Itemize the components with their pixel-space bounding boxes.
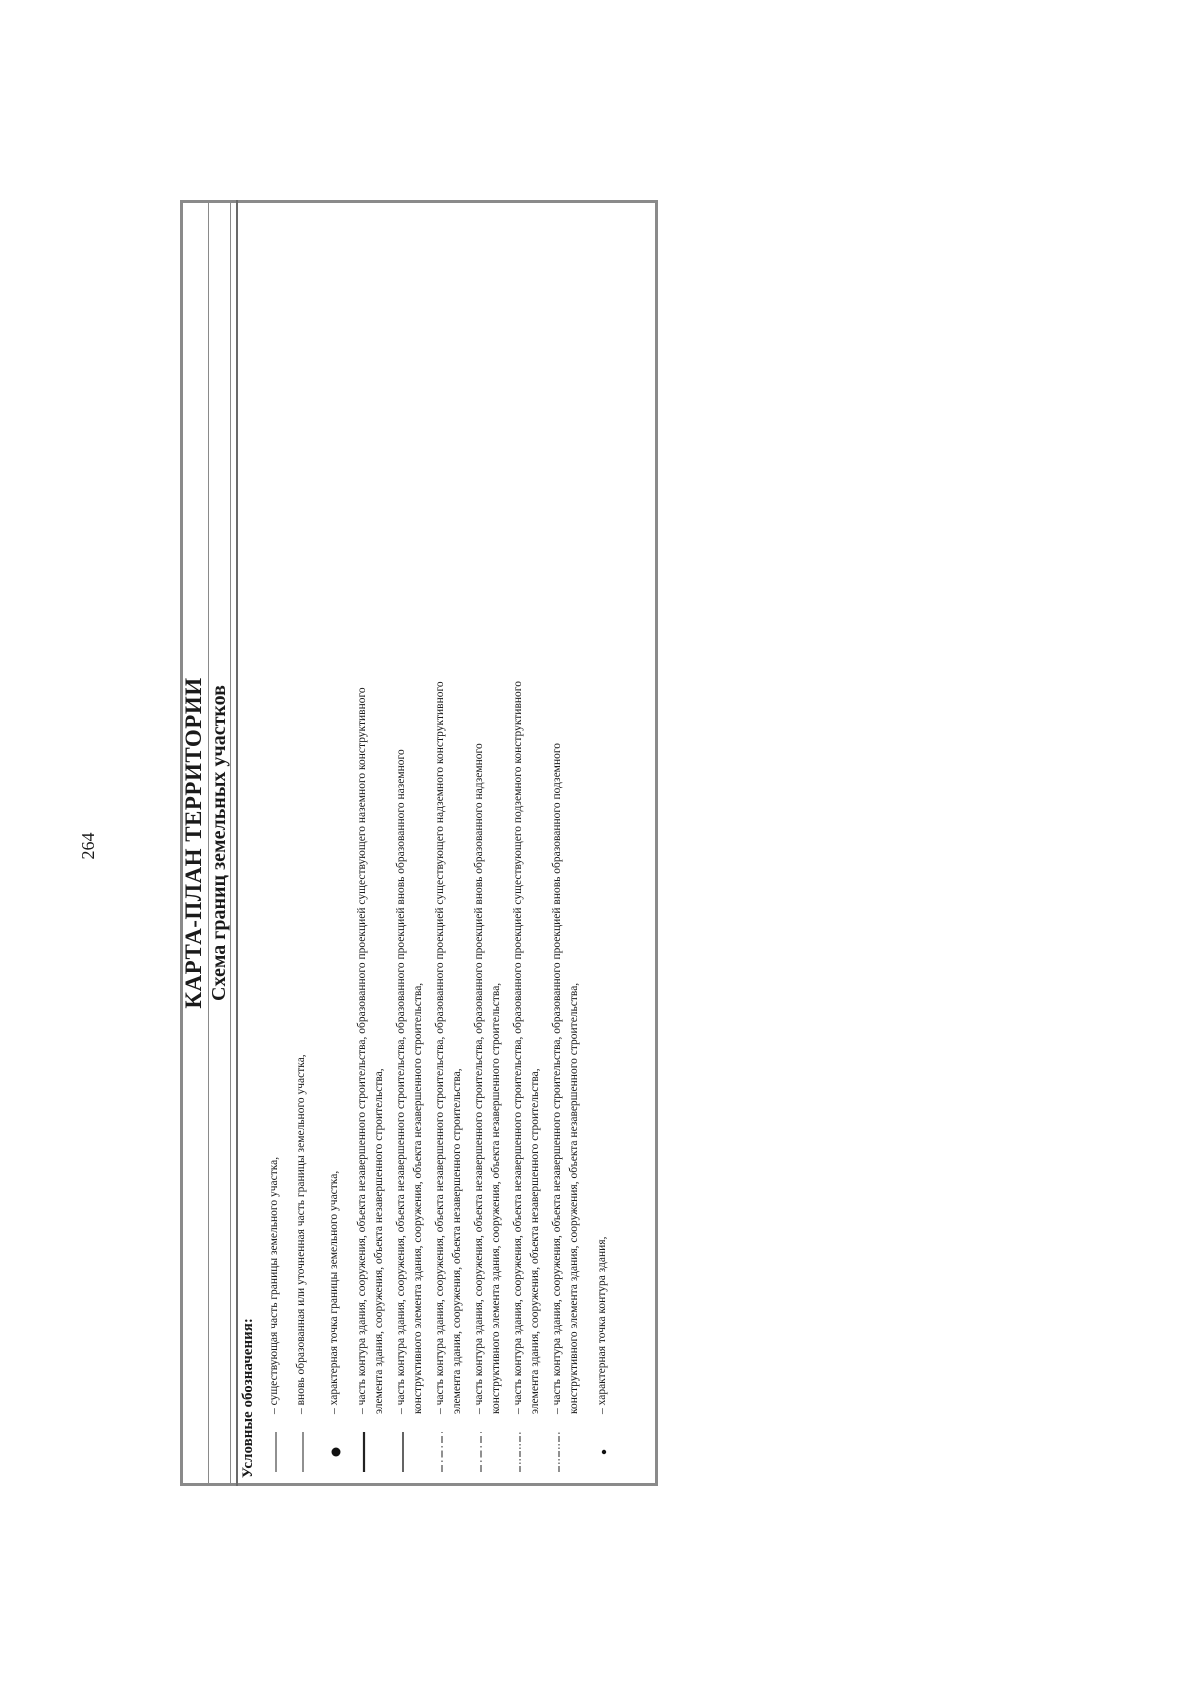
solid-line-symbol [397,1432,409,1472]
legend-description [510,208,544,1414]
legend-description-line: конструктивного элемента здания, сооружения, объекта незавершенного строительства, [412,982,424,1414]
map-plan-form [180,200,658,1486]
legend-description-line: – часть контура здания, сооружения, объекта незавершенного строительства, образованного проекцией вновь образованного наземного [395,749,407,1414]
legend-symbol [474,1432,486,1472]
legend-description-line: – часть контура здания, сооружения, объекта незавершенного строительства, образованного проекцией существующего надземного конструктивного [434,681,446,1414]
legend-description-line: элемента здания, сооружения, объекта незавершенного строительства, [373,1068,385,1414]
legend-symbol [435,1432,447,1472]
legend-description-line: элемента здания, сооружения, объекта незавершенного строительства, [451,1068,463,1414]
legend-description-line: – существующая часть границы земельного участка, [268,1156,280,1414]
legend-description-line: элемента здания, сооружения, объекта незавершенного строительства, [529,1068,541,1414]
legend-symbol [269,1432,281,1472]
legend-description [594,208,611,1414]
legend-description [266,208,283,1414]
solid-thin-line-symbol [297,1432,309,1472]
legend-symbol [296,1432,308,1472]
legend-description [432,208,466,1414]
form-title: КАРТА-ПЛАН ТЕРРИТОРИИ [180,200,209,1486]
solid-bold-line-symbol [358,1432,370,1472]
header-divider [230,200,238,1486]
legend-description [354,208,388,1414]
legend-description-line: – часть контура здания, сооружения, объекта незавершенного строительства, образованного проекцией вновь образованного подземного [551,742,563,1414]
legend-symbol [396,1432,408,1472]
form-subtitle: Схема границ земельных участков [208,200,231,1486]
solid-thin-line-symbol [270,1432,282,1472]
filled-circle-symbol [330,1432,342,1472]
legend-symbol [357,1432,369,1472]
legend-description [471,208,505,1414]
dash-dot-line-symbol [436,1432,448,1472]
legend-symbol [329,1432,341,1472]
legend-description-line: – вновь образованная или уточненная часть границы земельного участка, [295,1054,307,1414]
legend-description [549,208,583,1414]
page-number: 264 [78,832,98,860]
legend-symbol [597,1432,609,1472]
dash-dot-dot-line-symbol [553,1432,565,1472]
legend-description-line: – часть контура здания, сооружения, объекта незавершенного строительства, образованного проекцией вновь образованного надземного [473,743,485,1414]
legend-description-line: конструктивного элемента здания, сооружения, объекта незавершенного строительства, [568,982,580,1414]
legend-caption: Условные обозначения: [240,1318,256,1478]
legend-description-line: – часть контура здания, сооружения, объекта незавершенного строительства, образованного проекцией существующего наземного конструктивного [356,687,368,1414]
legend-description-line: – характерная точка контура здания, [596,1236,608,1414]
legend-description-line: конструктивного элемента здания, сооружения, объекта незавершенного строительства, [490,982,502,1414]
legend-symbol [513,1432,525,1472]
legend-description [326,208,343,1414]
legend-symbol [552,1432,564,1472]
legend-description-line: – часть контура здания, сооружения, объекта незавершенного строительства, образованного проекцией существующего подземного конструктивного [512,681,524,1414]
legend-description-line: – характерная точка границы земельного участка, [328,1170,340,1414]
legend-description [393,208,427,1414]
dash-dot-line-symbol [475,1432,487,1472]
small-dot-symbol [598,1432,610,1472]
dash-dot-dot-line-symbol [514,1432,526,1472]
legend-description [293,208,310,1414]
